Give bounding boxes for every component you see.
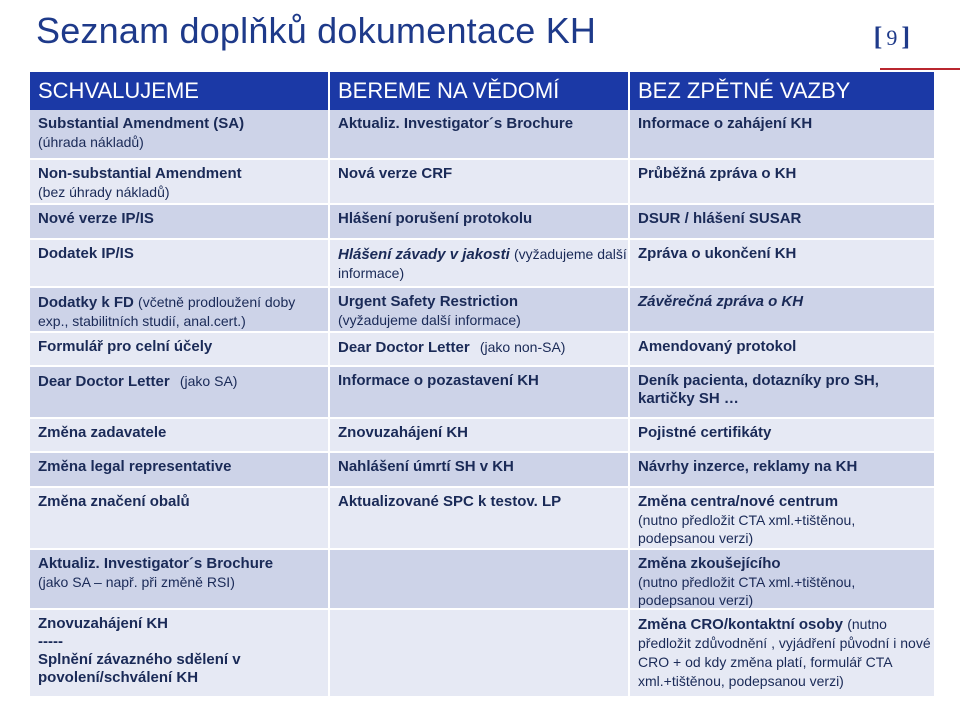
table-cell bbox=[330, 288, 630, 331]
cell-title: Změna značení obalů bbox=[38, 493, 190, 510]
cell-title: Pojistné certifikáty bbox=[638, 424, 772, 441]
header-approve: SCHVALUJEME bbox=[30, 72, 330, 110]
cell-title: Hlášení závady v jakosti bbox=[338, 246, 510, 263]
cell-note: (nutno předložit CTA xml.+tištěnou, podepsanou verzi) bbox=[638, 574, 856, 608]
table-cell bbox=[30, 367, 330, 417]
cell-title: Amendovaný protokol bbox=[638, 338, 797, 355]
table-cell bbox=[330, 419, 630, 451]
table-cell bbox=[30, 550, 330, 609]
cell-title: Informace o zahájení KH bbox=[638, 115, 813, 132]
cell-title: Návrhy inzerce, reklamy na KH bbox=[638, 458, 858, 475]
table-row bbox=[30, 419, 934, 453]
header-acknowledge: BEREME NA VĚDOMÍ bbox=[330, 72, 630, 110]
cell-title: Urgent Safety Restriction bbox=[338, 293, 519, 310]
cell-title: Zpráva o ukončení KH bbox=[638, 245, 797, 262]
table-cell bbox=[330, 610, 630, 696]
page-number-value: 9 bbox=[886, 25, 898, 50]
cell-title: Změna zadavatele bbox=[38, 424, 167, 441]
cell-note: (jako SA – např. při změně RSI) bbox=[38, 574, 235, 590]
cell-note: (jako SA) bbox=[179, 373, 238, 389]
table-row bbox=[30, 610, 934, 696]
cell-title: Změna centra/nové centrum bbox=[638, 493, 839, 510]
table-cell bbox=[30, 110, 330, 158]
table-row bbox=[30, 453, 934, 488]
cell-title: Nahlášení úmrtí SH v KH bbox=[338, 458, 514, 475]
header-no-feedback: BEZ ZPĚTNÉ VAZBY bbox=[638, 78, 851, 103]
cell-separator: ----- bbox=[38, 633, 63, 650]
table-row bbox=[30, 550, 934, 610]
table-cell bbox=[30, 333, 330, 365]
table-cell bbox=[630, 333, 934, 365]
cell-title: Nové verze IP/IS bbox=[38, 210, 154, 227]
cell-title: Aktualiz. Investigator´s Brochure bbox=[338, 115, 574, 132]
table-cell bbox=[630, 110, 934, 158]
cell-title: Formulář pro celní účely bbox=[38, 338, 213, 355]
cell-note: (vyžadujeme další informace) bbox=[338, 246, 627, 281]
cell-title: Informace o pozastavení KH bbox=[338, 372, 539, 389]
cell-title: Dodatky k FD bbox=[38, 294, 134, 311]
cell-title: Změna zkoušejícího bbox=[638, 555, 781, 572]
table-cell bbox=[330, 453, 630, 486]
table-cell bbox=[330, 367, 630, 417]
documents-table bbox=[30, 72, 934, 696]
cell-note: (úhrada nákladů) bbox=[38, 134, 144, 150]
cell-title: Změna legal representative bbox=[38, 458, 232, 475]
table-row bbox=[30, 160, 934, 205]
table-cell bbox=[630, 205, 934, 238]
table-row bbox=[30, 205, 934, 240]
table-cell bbox=[330, 488, 630, 548]
slide-title: Seznam doplňků dokumentace KH bbox=[36, 10, 597, 51]
table-cell bbox=[30, 160, 330, 203]
table-cell bbox=[630, 288, 934, 331]
cell-title: Dodatek IP/IS bbox=[38, 245, 134, 262]
cell-title: Nová verze CRF bbox=[338, 165, 453, 182]
table-cell bbox=[630, 419, 934, 451]
table-row bbox=[30, 240, 934, 288]
cell-title: Dear Doctor Letter bbox=[38, 373, 170, 390]
cell-note: (jako non-SA) bbox=[479, 339, 566, 355]
table-row bbox=[30, 110, 934, 160]
table-cell bbox=[30, 288, 330, 331]
cell-title: DSUR / hlášení SUSAR bbox=[638, 210, 802, 227]
cell-title: Aktualizované SPC k testov. LP bbox=[338, 493, 562, 510]
accent-line bbox=[880, 68, 960, 70]
page-number: [ 9 ] bbox=[873, 22, 910, 51]
table-cell bbox=[330, 205, 630, 238]
cell-title-2: Splnění závazného sdělení v povolení/schválení KH bbox=[38, 651, 241, 686]
table-row bbox=[30, 367, 934, 419]
table-row bbox=[30, 288, 934, 333]
table-cell bbox=[330, 110, 630, 158]
cell-title: Aktualiz. Investigator´s Brochure bbox=[38, 555, 274, 572]
table-cell bbox=[30, 240, 330, 286]
table-cell bbox=[330, 333, 630, 365]
table-cell bbox=[630, 160, 934, 203]
table-cell bbox=[30, 205, 330, 238]
table-cell bbox=[630, 610, 934, 696]
cell-note: (nutno předložit CTA xml.+tištěnou, podepsanou verzi) bbox=[638, 512, 856, 546]
cell-title: Znovuzahájení KH bbox=[338, 424, 469, 441]
cell-title: Hlášení porušení protokolu bbox=[338, 210, 533, 227]
table-row bbox=[30, 333, 934, 367]
table-cell bbox=[630, 367, 934, 417]
cell-note: (bez úhrady nákladů) bbox=[38, 184, 170, 200]
table-cell bbox=[330, 550, 630, 609]
table-cell bbox=[630, 550, 934, 609]
table-cell bbox=[30, 419, 330, 451]
cell-title: Průběžná zpráva o KH bbox=[638, 165, 797, 182]
table-cell bbox=[330, 160, 630, 203]
cell-title: Substantial Amendment (SA) bbox=[38, 115, 245, 132]
cell-title: Dear Doctor Letter bbox=[338, 339, 470, 356]
table-cell bbox=[30, 610, 330, 696]
cell-title: Znovuzahájení KH bbox=[38, 615, 169, 632]
table-header bbox=[30, 72, 934, 110]
cell-title: Změna CRO/kontaktní osoby bbox=[638, 616, 844, 633]
table-cell bbox=[30, 453, 330, 486]
table-cell bbox=[330, 240, 630, 286]
cell-title: Deník pacienta, dotazníky pro SH, kartičky SH … bbox=[638, 372, 879, 407]
table-cell bbox=[630, 488, 934, 548]
table-row bbox=[30, 488, 934, 550]
table-cell bbox=[630, 240, 934, 286]
cell-note: (vyžadujeme další informace) bbox=[338, 312, 521, 328]
table-cell bbox=[30, 488, 330, 548]
cell-title: Závěrečná zpráva o KH bbox=[638, 293, 804, 310]
cell-note: (nutno předložit zdůvodnění , vyjádření původní i nové CRO + od kdy změna platí, formulář CTA xml.+tištěnou, podepsanou verzi) bbox=[638, 616, 931, 689]
cell-note: (včetně prodloužení doby exp., stabilitních studií, anal.cert.) bbox=[38, 294, 296, 329]
cell-title: Non-substantial Amendment bbox=[38, 165, 242, 182]
table-cell bbox=[630, 453, 934, 486]
